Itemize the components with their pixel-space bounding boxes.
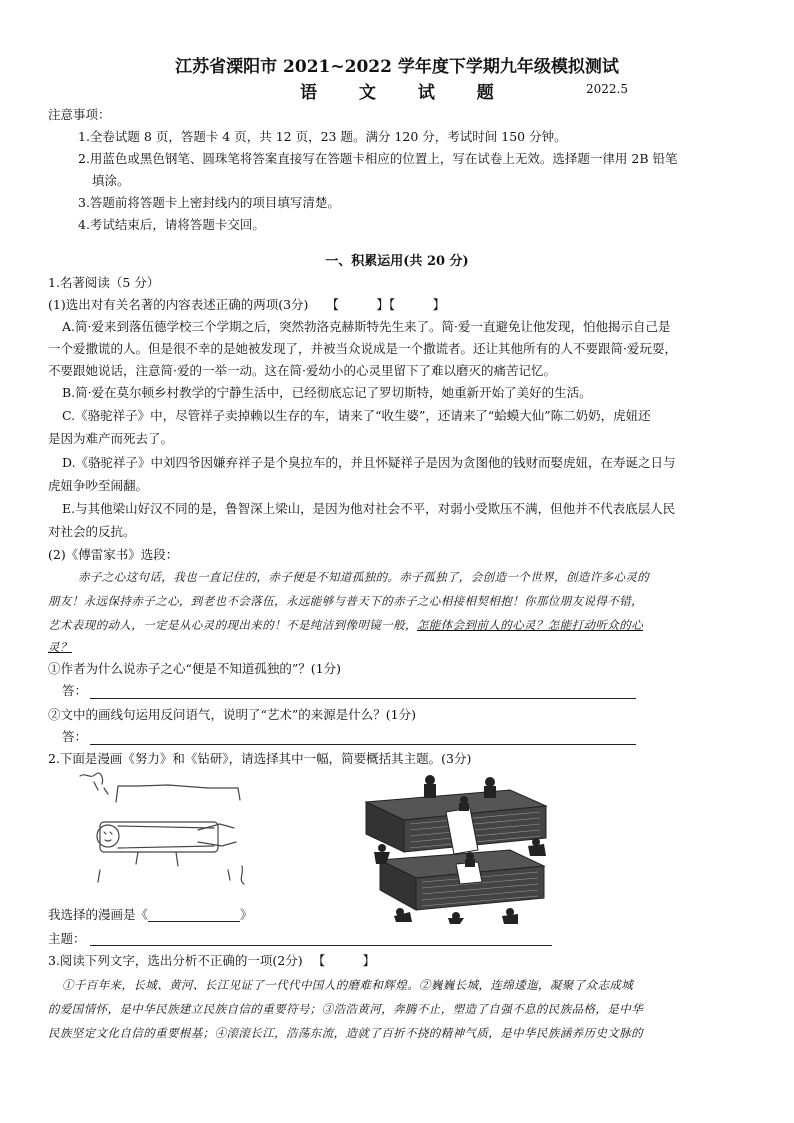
option-a-line3: 不要跟她说话，注意简·爱的一举一动。这在简·爱幼小的心灵里留下了难以磨灭的痛苦记忆。 (48, 363, 556, 378)
question-3-row (48, 950, 375, 972)
option-c-line1: C.《骆驼祥子》中，尽管祥子卖掉赖以生存的车，请来了“收生婆”，还请来了“蛤蟆大仙”陈二奶奶，虎妞还 (62, 408, 651, 423)
excerpt-line: 朋友！永远保持赤子之心，到老也不会落伍，永远能够与普天下的赤子之心相接相契相抱！你那位朋友说得不错， (48, 594, 643, 608)
question-2-label: 2.下面是漫画《努力》和《钻研》，请选择其中一幅，简要概括其主题。(3分) (48, 751, 472, 766)
notice-item: 3.答题前将答题卡上密封线内的项目填写清楚。 (78, 195, 340, 210)
excerpt-line-text: 艺术表现的动人，一定是从心灵的现出来的！不是纯洁到像明镜一般， (48, 618, 417, 632)
excerpt-underlined-tail: 灵？ (48, 640, 72, 654)
choose-comic-prefix: 我选择的漫画是《 (48, 907, 149, 922)
option-d-line2: 虎妞争吵至闹翻。 (48, 478, 149, 493)
question-1-qa1: ①作者为什么说赤子之心“便是不知道孤独的”？(1分) (48, 661, 341, 676)
option-e-line1: E.与其他梁山好汉不同的是，鲁智深上梁山，是因为他对社会不平，对弱小受欺压不满，但他并不代表底层人民 (62, 501, 676, 516)
excerpt-line-tail (48, 636, 72, 658)
comic-choice-blank[interactable] (148, 907, 240, 922)
option-b: B.简·爱在莫尔顿乡村教学的宁静生活中，已经彻底忘记了罗切斯特，她重新开始了美好的生活。 (62, 385, 592, 400)
theme-answer-line[interactable] (90, 944, 552, 946)
notice-heading: 注意事项： (48, 107, 111, 122)
notice-item: 填涂。 (92, 173, 130, 188)
comic-study-illustration (360, 772, 550, 924)
answer-line-1[interactable] (90, 697, 636, 699)
excerpt-line: 赤子之心这句话，我也一直记住的，赤子便是不知道孤独的。赤子孤独了，会创造一个世界，创造许多心灵的 (78, 570, 650, 584)
exam-date: 2022.5 (586, 82, 628, 96)
answer-line-2[interactable] (90, 743, 636, 745)
excerpt-underlined-sentence: 怎能体会到前人的心灵？怎能打动听众的心 (416, 618, 644, 632)
question-3-label: 3.阅读下列文字，选出分析不正确的一项(2分) (48, 953, 303, 968)
question-1-label: 1.名著阅读（5 分） (48, 275, 160, 290)
choose-comic-suffix: 》 (240, 907, 253, 922)
notice-item: 1.全卷试题 8 页，答题卡 4 页，共 12 页，23 题。满分 120 分，考试时间 150 分钟。 (78, 129, 567, 144)
answer-label: 答： (62, 729, 88, 744)
answer-label: 答： (62, 683, 88, 698)
excerpt-line (48, 614, 643, 636)
exam-title: 江苏省溧阳市 2021~2022 学年度下学期九年级模拟测试 (175, 57, 619, 77)
question-1-qa2: ②文中的画线句运用反问语气，说明了“艺术”的来源是什么？(1分) (48, 707, 416, 722)
notice-item: 2.用蓝色或黑色钢笔、圆珠笔将答案直接写在答题卡相应的位置上，写在试卷上无效。选择题一律用 2B 铅笔 (78, 151, 678, 166)
exam-subtitle: 语 文 试 题 (300, 83, 512, 103)
q3-text-line: 的爱国情怀，是中华民族建立民族自信的重要符号；③浩浩黄河，奔腾不止，塑造了自强不息的民族品格，是中华 (48, 1002, 643, 1016)
question-1-sub1-text: (1)选出对有关名著的内容表述正确的两项(3分) (48, 297, 309, 312)
question-3-brackets[interactable]: 【 】 (312, 953, 376, 968)
option-a-line2: 一个爱撒谎的人。但是很不幸的是她被发现了，并被当众说成是一个撒谎者。还让其他所有的人不要跟简·爱玩耍， (48, 341, 677, 356)
theme-label: 主题： (48, 931, 86, 946)
q3-text-line: ①千百年来，长城、黄河、长江见证了一代代中国人的磨难和辉煌。②巍巍长城，连绵逶迤，凝聚了众志成城 (62, 978, 634, 992)
option-d-line1: D.《骆驼祥子》中刘四爷因嫌弃祥子是个臭拉车的，并且怀疑祥子是因为贪图他的钱财而娶虎妞，在寿诞之日与 (62, 455, 676, 470)
q3-text-line: 民族坚定文化自信的重要根基；④滚滚长江，浩荡东流，造就了百折不挠的精神气质，是中华民族涵养历史文脉的 (48, 1026, 643, 1040)
option-a-line1: A.简·爱来到落伍德学校三个学期之后，突然勃洛克赫斯特先生来了。简·爱一直避免让他发现，怕他揭示自己是 (62, 319, 671, 334)
comic-effort-illustration (78, 770, 248, 890)
notice-item: 4.考试结束后，请将答题卡交回。 (78, 217, 265, 232)
option-c-line2: 是因为难产而死去了。 (48, 431, 174, 446)
choose-comic-row (48, 904, 253, 926)
question-1-sub2: (2)《傅雷家书》选段： (48, 547, 179, 562)
answer-brackets[interactable]: 【 】【 】 (326, 297, 446, 312)
section-title: 一、积累运用(共 20 分) (325, 254, 469, 269)
question-1-sub1 (48, 294, 445, 316)
option-e-line2: 对社会的反抗。 (48, 524, 136, 539)
